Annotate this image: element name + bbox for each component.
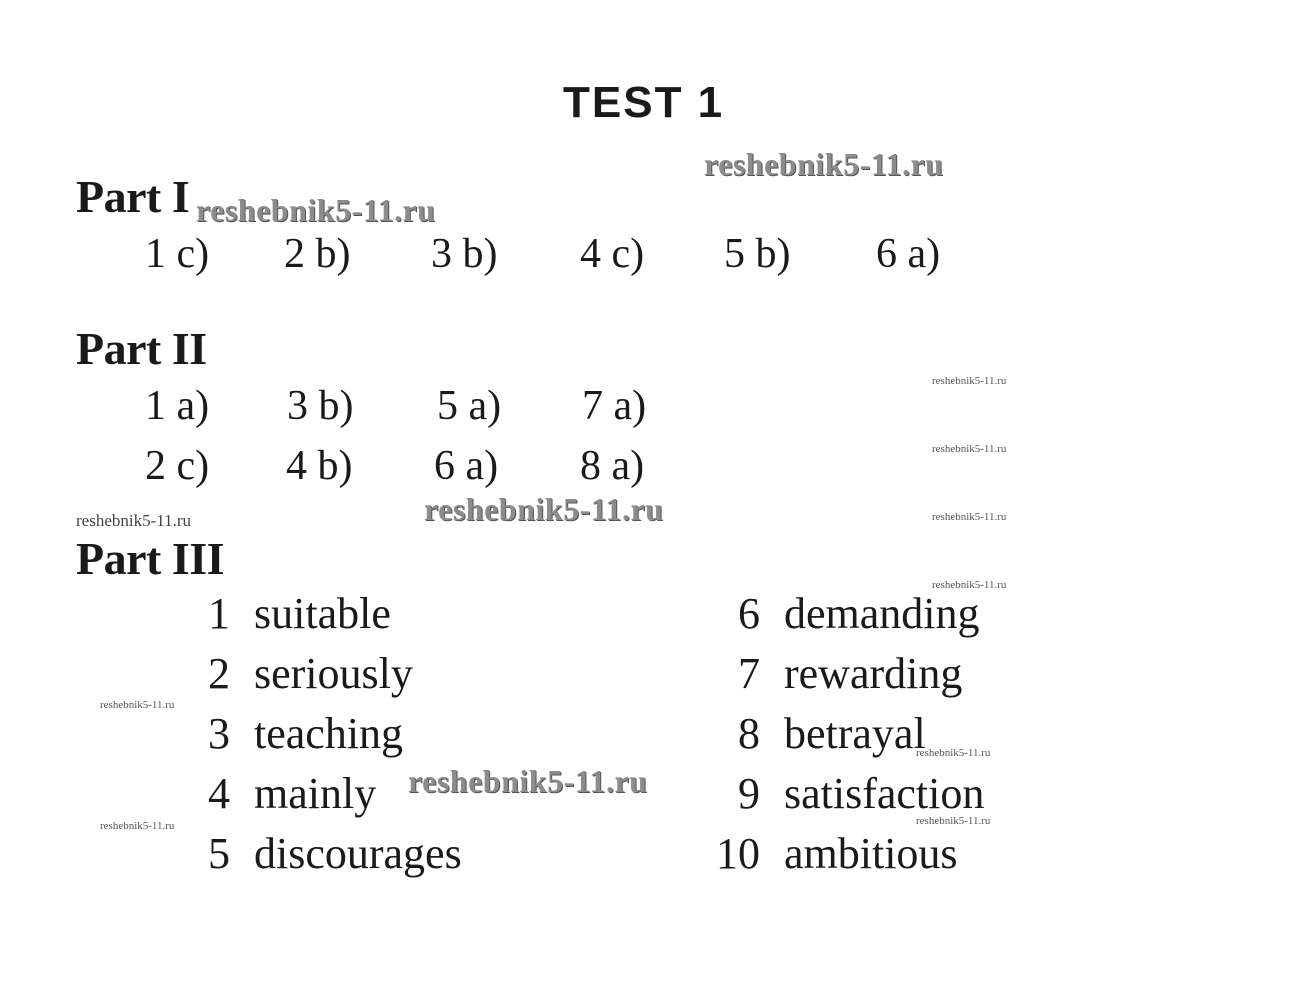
part2-answer: 3 b): [287, 383, 354, 429]
part1-answer: 5 b): [724, 231, 791, 277]
item-word: seriously: [254, 649, 413, 698]
watermark: reshebnik5-11.ru: [100, 699, 175, 711]
watermark: reshebnik5-11.ru: [424, 491, 664, 527]
item-number: 2: [208, 649, 230, 698]
part1-answer: 3 b): [431, 231, 498, 277]
watermark: reshebnik5-11.ru: [408, 763, 648, 799]
part2-answer: 6 a): [434, 443, 499, 489]
part1-answer: 1 c): [145, 231, 210, 277]
list-item: [200, 708, 403, 759]
item-word: satisfaction: [784, 769, 985, 818]
part3-heading: Part III: [76, 533, 225, 584]
item-word: suitable: [254, 589, 391, 638]
list-item: [200, 768, 376, 819]
part2-answer: 8 a): [580, 443, 645, 489]
watermark: reshebnik5-11.ru: [932, 443, 1007, 455]
part2-answer: 1 a): [145, 383, 210, 429]
watermark: reshebnik5-11.ru: [100, 820, 175, 832]
item-word: teaching: [254, 709, 404, 758]
item-word: betrayal: [784, 709, 926, 758]
watermark: reshebnik5-11.ru: [196, 192, 436, 228]
list-item: [700, 828, 958, 879]
item-number: 9: [738, 769, 760, 818]
part2-answer: 2 c): [145, 443, 210, 489]
part1-answer: 6 a): [876, 231, 941, 277]
list-item: [700, 708, 926, 759]
list-item: [200, 828, 462, 879]
watermark: reshebnik5-11.ru: [932, 375, 1007, 387]
watermark: reshebnik5-11.ru: [932, 511, 1007, 523]
watermark: reshebnik5-11.ru: [916, 747, 991, 759]
item-number: 3: [208, 709, 230, 758]
list-item: [700, 648, 962, 699]
item-number: 4: [208, 769, 230, 818]
item-number: 6: [738, 589, 760, 638]
watermark: reshebnik5-11.ru: [76, 511, 192, 530]
list-item: [200, 588, 391, 639]
item-number: 10: [716, 829, 760, 878]
part2-heading: Part II: [76, 323, 207, 374]
watermark: reshebnik5-11.ru: [932, 579, 1007, 591]
part2-answer: 7 a): [582, 383, 647, 429]
item-word: discourages: [254, 829, 462, 878]
watermark: reshebnik5-11.ru: [916, 815, 991, 827]
item-number: 1: [208, 589, 230, 638]
list-item: [200, 648, 413, 699]
item-word: demanding: [784, 589, 980, 638]
item-word: mainly: [254, 769, 377, 818]
part1-answer: 4 c): [580, 231, 645, 277]
list-item: [700, 588, 980, 639]
list-item: [700, 768, 984, 819]
page-title: TEST 1: [563, 78, 725, 127]
item-word: ambitious: [784, 829, 958, 878]
part2-answer: 4 b): [286, 443, 353, 489]
item-number: 8: [738, 709, 760, 758]
part2-answer: 5 a): [437, 383, 502, 429]
item-number: 5: [208, 829, 230, 878]
part1-answer: 2 b): [284, 231, 351, 277]
item-number: 7: [738, 649, 760, 698]
item-word: rewarding: [784, 649, 963, 698]
watermark: reshebnik5-11.ru: [704, 146, 944, 182]
part1-heading: Part I: [76, 171, 190, 222]
